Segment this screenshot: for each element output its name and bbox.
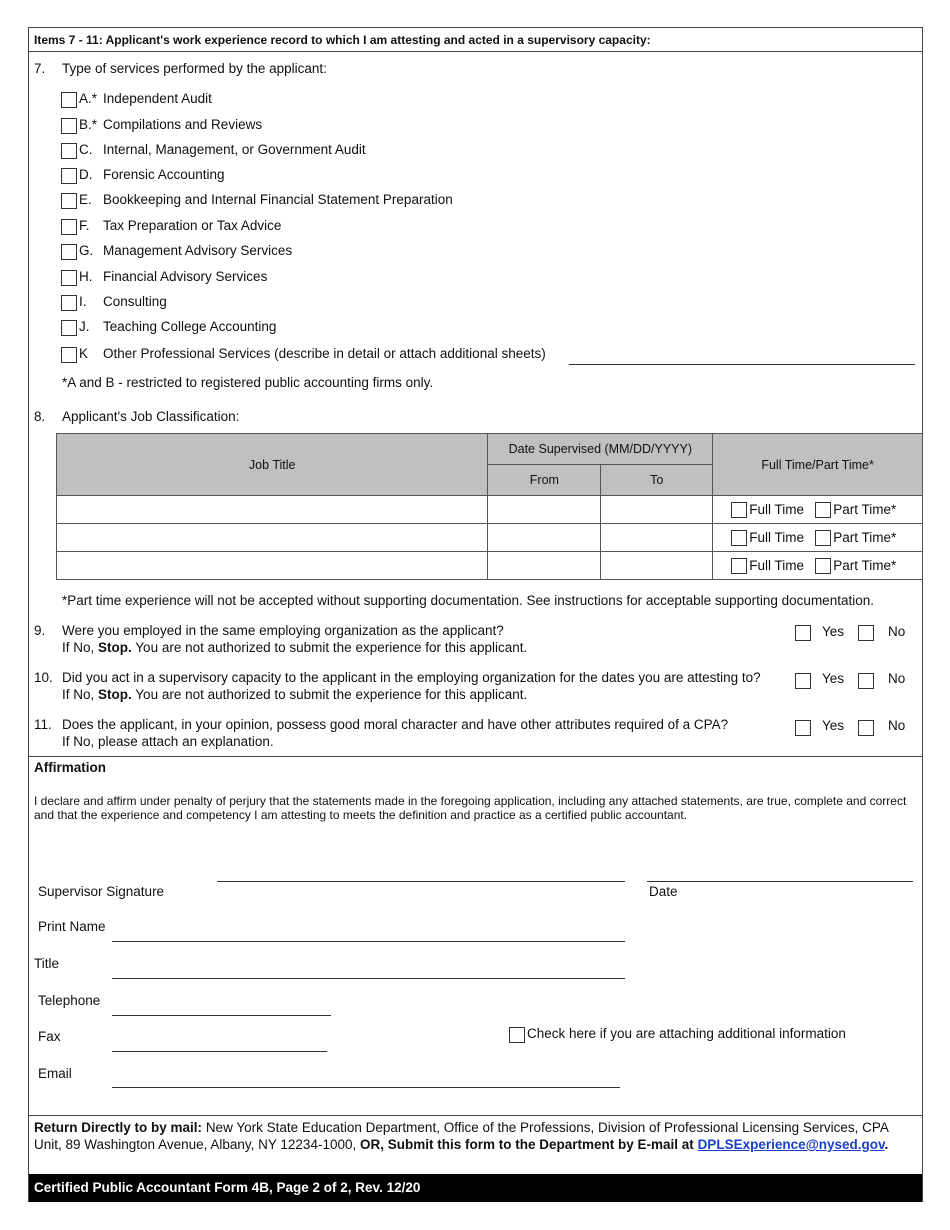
q11-yes-label: Yes — [822, 718, 845, 733]
service-option-letter: J. — [79, 319, 90, 334]
title-label: Title — [34, 956, 60, 971]
full-time-checkbox[interactable] — [731, 530, 747, 546]
service-option-letter: A.* — [79, 91, 98, 106]
service-option-checkbox[interactable] — [61, 143, 77, 159]
q9-no-checkbox[interactable] — [858, 625, 874, 641]
col-job-title: Job Title — [57, 434, 488, 496]
col-from: From — [488, 465, 601, 496]
job-title-cell[interactable] — [57, 524, 488, 552]
full-time-label: Full Time — [749, 501, 804, 517]
divider — [29, 756, 922, 757]
from-date-cell[interactable] — [488, 524, 601, 552]
full-time-checkbox[interactable] — [731, 502, 747, 518]
service-option-label: Internal, Management, or Government Audit — [103, 142, 366, 157]
service-option-checkbox[interactable] — [61, 219, 77, 235]
service-option-checkbox[interactable] — [61, 193, 77, 209]
q9-no-label: No — [888, 624, 906, 639]
q11-yes-checkbox[interactable] — [795, 720, 811, 736]
section-header: Items 7 - 11: Applicant's work experience record to which I am attesting and acted in a supervisory capacity: — [34, 33, 651, 47]
service-option-letter: D. — [79, 167, 93, 182]
full-time-checkbox[interactable] — [731, 558, 747, 574]
col-date-supervised: Date Supervised (MM/DD/YYYY) — [488, 434, 713, 465]
q9-yes-label: Yes — [822, 624, 845, 639]
q11-no-checkbox[interactable] — [858, 720, 874, 736]
q11-line1: Does the applicant, in your opinion, possess good moral character and have other attributes required of a CPA? — [62, 717, 729, 732]
col-to: To — [601, 465, 713, 496]
service-option-label: Other Professional Services (describe in detail or attach additional sheets) — [103, 346, 546, 361]
part-time-checkbox[interactable] — [815, 530, 831, 546]
service-option-checkbox[interactable] — [61, 320, 77, 336]
service-option-checkbox[interactable] — [61, 244, 77, 260]
service-option-letter: E. — [79, 192, 92, 207]
service-option-label: Management Advisory Services — [103, 243, 293, 258]
service-option-letter: H. — [79, 269, 93, 284]
service-option-letter: C. — [79, 142, 93, 157]
q10-no-checkbox[interactable] — [858, 673, 874, 689]
part-time-checkbox[interactable] — [815, 502, 831, 518]
q9-line1: Were you employed in the same employing organization as the applicant? — [62, 623, 504, 638]
service-option-label: Teaching College Accounting — [103, 319, 277, 334]
date-label: Date — [649, 884, 678, 899]
q11-no-label: No — [888, 718, 906, 733]
q8-question: Applicant's Job Classification: — [62, 409, 240, 424]
telephone-label: Telephone — [38, 993, 101, 1008]
print-name-label: Print Name — [38, 919, 106, 934]
full-time-label: Full Time — [749, 557, 804, 573]
affirmation-title: Affirmation — [34, 760, 106, 775]
other-services-line — [569, 364, 915, 365]
email-field[interactable] — [112, 1087, 620, 1088]
telephone-field[interactable] — [112, 1015, 331, 1016]
from-date-cell[interactable] — [488, 496, 601, 524]
q10-line2: If No, Stop. You are not authorized to submit the experience for this applicant. — [62, 687, 528, 702]
q10-no-label: No — [888, 671, 906, 686]
part-time-label: Part Time* — [833, 501, 897, 517]
email-link[interactable]: DPLSExperience@nysed.gov — [697, 1137, 885, 1152]
affirmation-text: I declare and affirm under penalty of perjury that the statements made in the foregoing application, including any attached statements, are true, complete and correct and that the experience and competency I am attesting to meets the definition and practice as a certified public accountant. — [34, 794, 907, 822]
service-option-letter: I. — [79, 294, 87, 309]
service-option-letter: F. — [79, 218, 90, 233]
table-row — [57, 524, 923, 552]
ftpt-cell — [713, 524, 923, 552]
q7-note: *A and B - restricted to registered public accounting firms only. — [62, 375, 434, 390]
service-option-letter: K — [79, 346, 89, 361]
full-time-label: Full Time — [749, 529, 804, 545]
service-option-checkbox[interactable] — [61, 92, 77, 108]
service-option-label: Bookkeeping and Internal Financial Statement Preparation — [103, 192, 453, 207]
from-date-cell[interactable] — [488, 552, 601, 580]
q10-number: 10. — [34, 670, 53, 685]
q9-number: 9. — [34, 623, 46, 638]
q9-yes-checkbox[interactable] — [795, 625, 811, 641]
date-line — [647, 881, 913, 882]
email-label: Email — [38, 1066, 72, 1081]
additional-info-label: Check here if you are attaching additional information — [527, 1026, 846, 1041]
q11-number: 11. — [34, 717, 52, 732]
service-option-label: Tax Preparation or Tax Advice — [103, 218, 282, 233]
service-option-letter: G. — [79, 243, 94, 258]
return-instructions: Return Directly to by mail: New York State Education Department, Office of the Professions, Division of Professional Licensing Services, CPA Unit, 89 Washington Avenue, Albany, NY 12234-1000, OR, Submit this form to the Department by E-mail at DPLSExperience@nysed.gov. — [34, 1120, 889, 1152]
service-option-label: Compilations and Reviews — [103, 117, 263, 132]
part-time-label: Part Time* — [833, 529, 897, 545]
footer-bar: Certified Public Accountant Form 4B, Page 2 of 2, Rev. 12/20 — [29, 1174, 922, 1202]
fax-label: Fax — [38, 1029, 61, 1044]
q8-note: *Part time experience will not be accepted without supporting documentation. See instructions for acceptable supporting documentation. — [62, 593, 874, 608]
to-date-cell[interactable] — [601, 552, 713, 580]
q9-line2: If No, Stop. You are not authorized to submit the experience for this applicant. — [62, 640, 528, 655]
service-option-label: Consulting — [103, 294, 167, 309]
service-option-label: Forensic Accounting — [103, 167, 225, 182]
divider — [29, 1115, 922, 1116]
form-page — [28, 27, 923, 1202]
q10-yes-label: Yes — [822, 671, 845, 686]
col-ftpt: Full Time/Part Time* — [713, 434, 923, 496]
ftpt-cell — [713, 496, 923, 524]
job-title-cell[interactable] — [57, 552, 488, 580]
ftpt-cell — [713, 552, 923, 580]
title-field[interactable] — [112, 978, 625, 979]
part-time-checkbox[interactable] — [815, 558, 831, 574]
table-row — [57, 552, 923, 580]
service-option-label: Financial Advisory Services — [103, 269, 268, 284]
additional-info-checkbox[interactable] — [509, 1027, 525, 1043]
q7-question: Type of services performed by the applicant: — [62, 61, 327, 76]
service-option-label: Independent Audit — [103, 91, 212, 106]
part-time-label: Part Time* — [833, 557, 897, 573]
supervisor-signature-label: Supervisor Signature — [38, 884, 165, 899]
service-option-letter: B.* — [79, 117, 98, 132]
service-option-checkbox[interactable] — [61, 347, 77, 363]
q10-line1: Did you act in a supervisory capacity to the applicant in the employing organization for the dates you are attesting to? — [62, 670, 761, 685]
job-classification-table — [56, 433, 923, 580]
table-row — [57, 496, 923, 524]
service-option-checkbox[interactable] — [61, 295, 77, 311]
to-date-cell[interactable] — [601, 496, 713, 524]
q7-number: 7. — [34, 61, 46, 76]
q10-yes-checkbox[interactable] — [795, 673, 811, 689]
signature-line — [217, 881, 625, 882]
print-name-field[interactable] — [112, 941, 625, 942]
q8-number: 8. — [34, 409, 46, 424]
service-option-checkbox[interactable] — [61, 270, 77, 286]
job-title-cell[interactable] — [57, 496, 488, 524]
service-option-checkbox[interactable] — [61, 118, 77, 134]
divider — [29, 51, 922, 52]
service-option-checkbox[interactable] — [61, 168, 77, 184]
fax-field[interactable] — [112, 1051, 327, 1052]
q11-line2: If No, please attach an explanation. — [62, 734, 274, 749]
to-date-cell[interactable] — [601, 524, 713, 552]
